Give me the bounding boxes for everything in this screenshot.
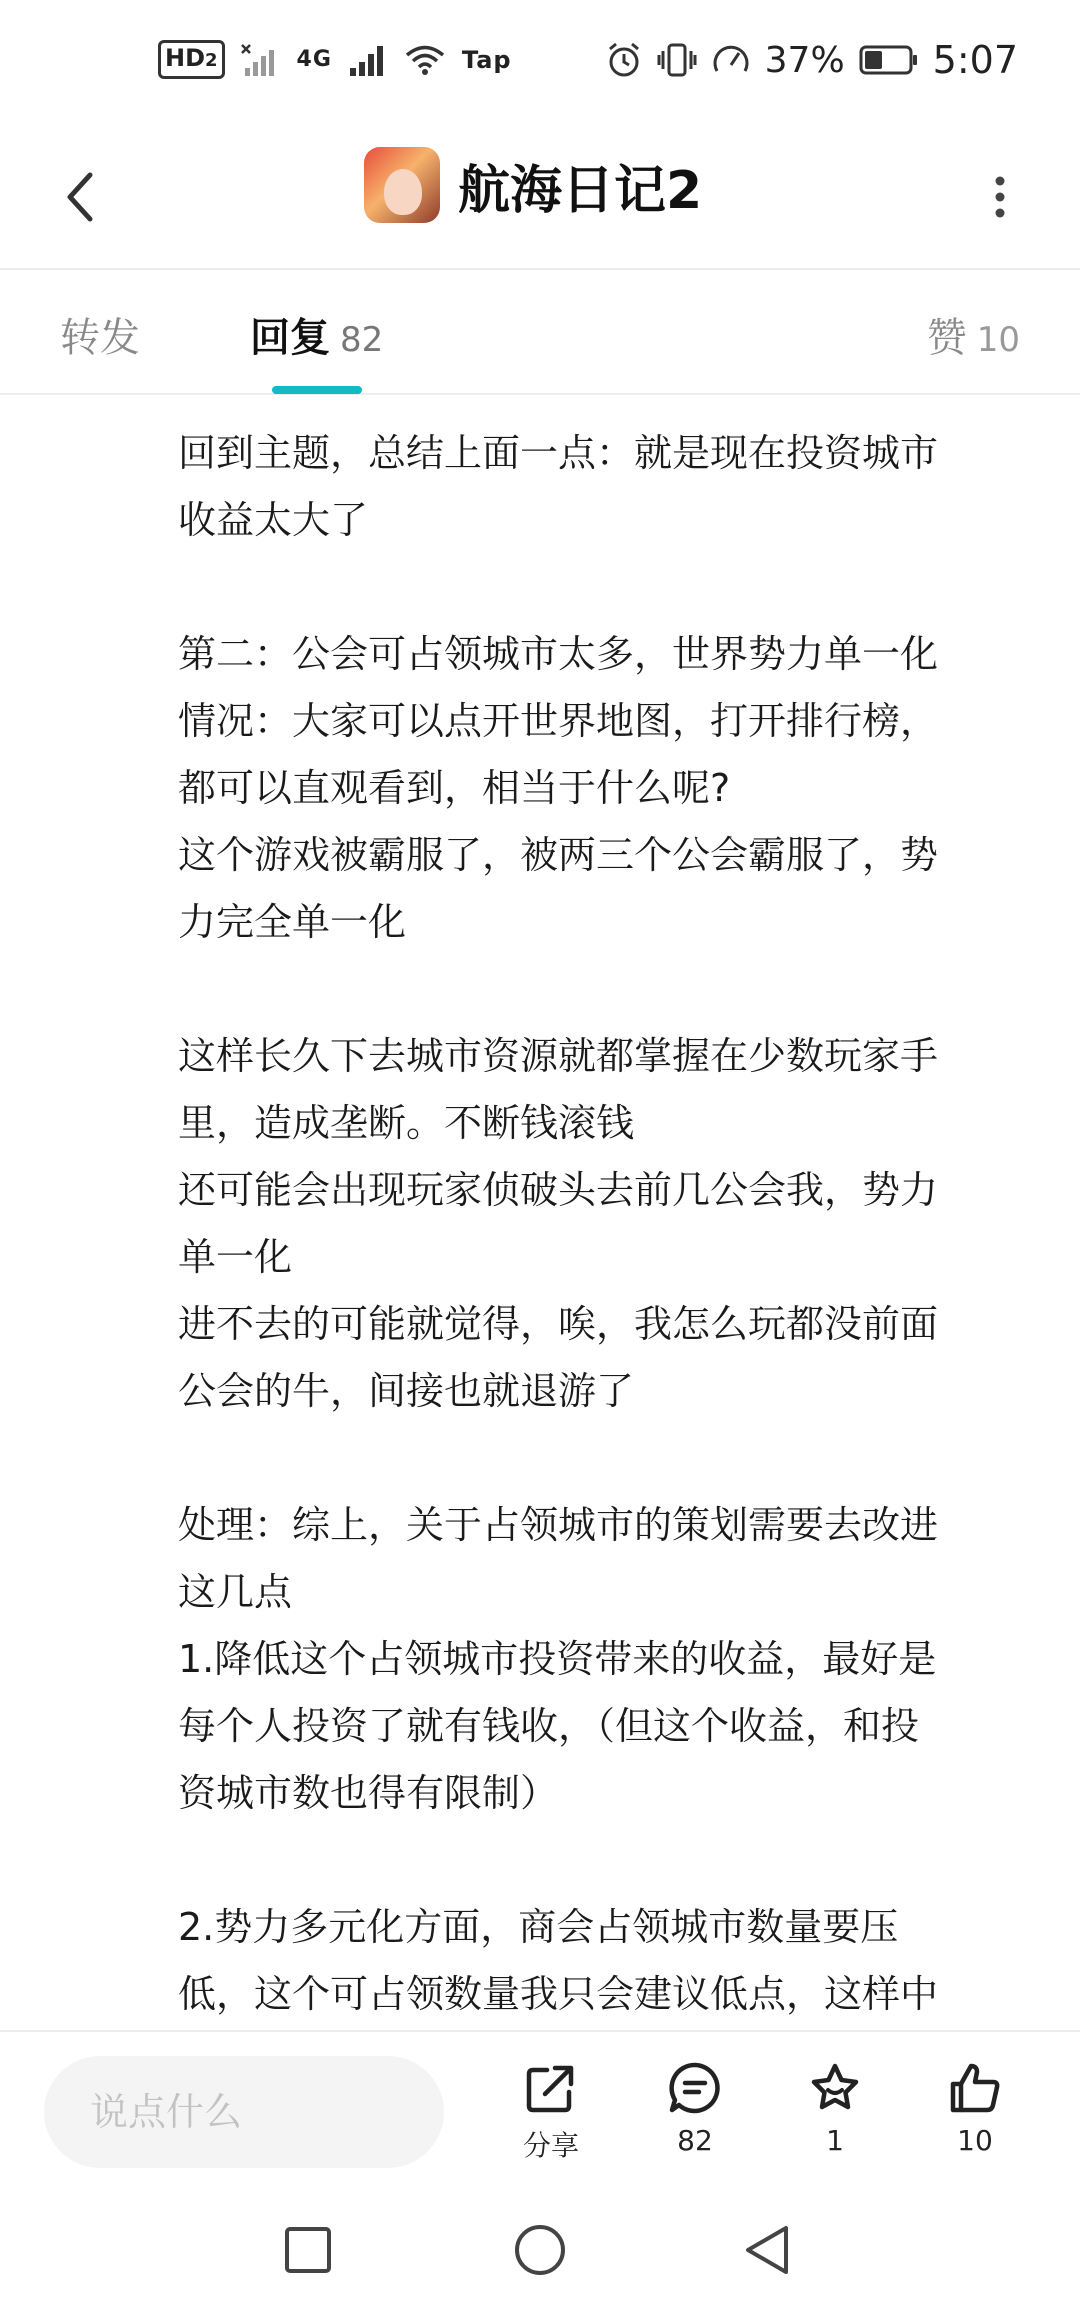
favorite-button[interactable] (780, 2060, 890, 2157)
wifi-icon (404, 44, 446, 76)
status-bar (0, 0, 1080, 125)
system-back-button[interactable] (728, 2210, 808, 2290)
comment-icon (667, 2060, 723, 2116)
thumbs-up-icon (947, 2060, 1003, 2116)
post-text-line: 这样长久下去城市资源就都掌握在少数玩家手 (178, 1034, 939, 1078)
post-text-line: 还可能会出现玩家侦破头去前几公会我，势力 (178, 1168, 939, 1212)
post-text-line: 这个游戏被霸服了，被两三个公会霸服了，势 (178, 833, 939, 877)
post-text-line: 低，这个可占领数量我只会建议低点，这样中 (178, 1972, 939, 2016)
page-title: 航海日记2 (458, 160, 703, 221)
home-button[interactable] (500, 2210, 580, 2290)
back-button[interactable] (40, 157, 120, 237)
post-paragraph (178, 1023, 1028, 1425)
post-paragraph (178, 1492, 1028, 1827)
tab-replies-label: 回复 (250, 315, 330, 361)
star-icon (807, 2060, 863, 2116)
post-text-line: 收益太大了 (178, 498, 369, 542)
comment-button[interactable] (640, 2060, 750, 2157)
system-nav-bar (0, 2190, 1080, 2310)
post-text-line: 情况：大家可以点开世界地图，打开排行榜， (178, 699, 939, 743)
game-avatar (364, 147, 440, 223)
post-text-line: 这几点 (178, 1570, 293, 1614)
share-button[interactable] (496, 2060, 606, 2164)
chevron-left-icon (60, 167, 100, 227)
hd-label: HD (165, 44, 206, 72)
status-right (605, 38, 1018, 82)
post-text-line: 都可以直观看到，相当于什么呢? (178, 766, 731, 810)
more-vertical-icon (990, 172, 1010, 222)
circle-icon (512, 2222, 568, 2278)
post-tabs (0, 270, 1080, 395)
tap-label: Tap (461, 45, 512, 74)
tab-likes-count: 10 (976, 320, 1020, 360)
post-text-line: 力完全单一化 (178, 900, 407, 944)
signal-off-icon (241, 42, 281, 78)
post-text-line: 每个人投资了就有钱收，（但这个收益，和投 (178, 1704, 920, 1748)
favorite-count: 1 (826, 2124, 844, 2157)
post-text-line: 处理：综上，关于占领城市的策划需要去改进 (178, 1503, 939, 1547)
tab-forward-label: 转发 (60, 315, 140, 361)
speed-icon (711, 41, 751, 79)
post-paragraph (178, 420, 1028, 554)
tab-replies[interactable] (250, 306, 383, 363)
triangle-back-icon (740, 2222, 796, 2278)
post-paragraph (178, 1894, 1028, 2028)
post-text-line: 单一化 (178, 1235, 293, 1279)
clock: 5:07 (932, 38, 1018, 82)
square-icon (283, 2225, 333, 2275)
tab-replies-count: 82 (340, 320, 384, 360)
alarm-icon (605, 41, 643, 79)
tab-likes-label: 赞 (926, 315, 967, 361)
post-text-line: 进不去的可能就觉得，唉，我怎么玩都没前面 (178, 1302, 939, 1346)
app-header (0, 125, 1080, 270)
tab-forward[interactable] (60, 306, 140, 363)
vibrate-icon (657, 41, 697, 79)
more-button[interactable] (960, 157, 1040, 237)
post-text-line: 里，造成垄断。不断钱滚钱 (178, 1101, 635, 1145)
bottom-action-bar (0, 2030, 1080, 2190)
battery-icon (859, 44, 919, 76)
post-text-line: 资城市数也得有限制） (178, 1771, 559, 1815)
hd-sub: 2 (205, 50, 218, 71)
like-count: 10 (957, 2124, 993, 2157)
header-title-group[interactable] (364, 147, 702, 223)
signal-icon (348, 42, 388, 78)
post-body (178, 420, 1028, 2030)
post-text-line: 1.降低这个占领城市投资带来的收益，最好是 (178, 1637, 937, 1681)
like-button[interactable] (920, 2060, 1030, 2157)
post-text-line: 2.势力多元化方面，商会占领城市数量要压 (178, 1905, 899, 1949)
share-icon (523, 2060, 579, 2116)
post-text-line: 回到主题，总结上面一点：就是现在投资城市 (178, 431, 939, 475)
active-tab-indicator (272, 386, 362, 394)
recent-apps-button[interactable] (268, 2210, 348, 2290)
network-type-label: 4G (296, 47, 332, 72)
battery-percent: 37% (764, 39, 845, 81)
status-left (158, 40, 512, 79)
tab-likes[interactable] (927, 306, 1020, 363)
share-label: 分享 (522, 2129, 579, 2162)
post-text-line: 公会的牛，间接也就退游了 (178, 1369, 635, 1413)
comment-count: 82 (677, 2124, 713, 2157)
post-text-line: 第二：公会可占领城市太多，世界势力单一化 (178, 632, 939, 676)
comment-input[interactable] (44, 2056, 444, 2168)
hd-badge (158, 40, 225, 79)
post-paragraph (178, 621, 1028, 956)
